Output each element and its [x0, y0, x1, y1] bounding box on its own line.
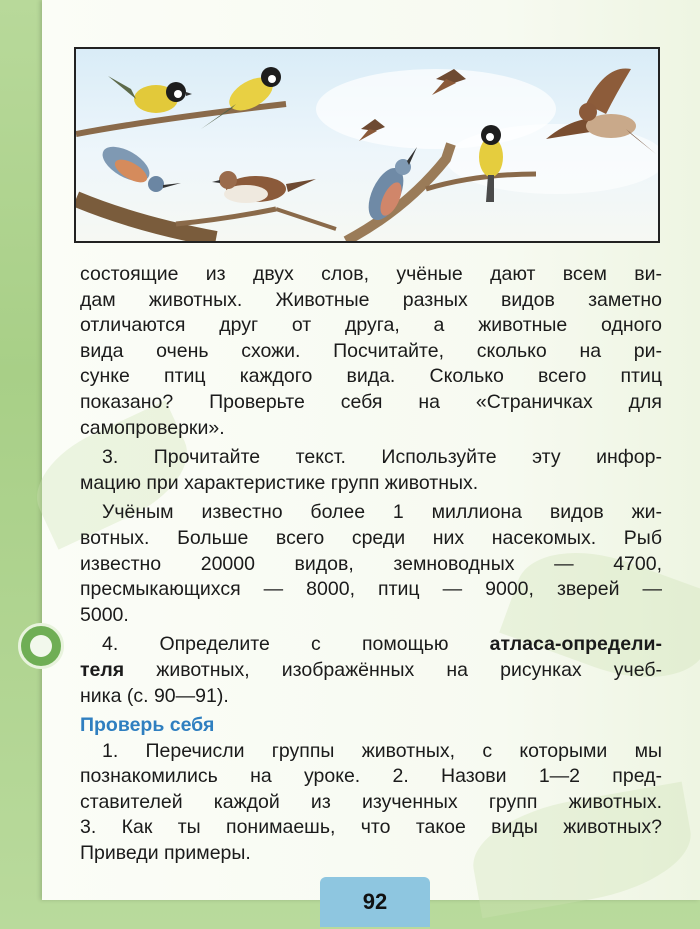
text-line: состоящие из двух слов, учёные дают всем ви-	[80, 263, 662, 285]
check-line: Приведи примеры.	[80, 842, 251, 865]
text-line: самопроверки».	[80, 416, 225, 439]
great-tit-bird	[108, 76, 192, 113]
birds-illustration	[74, 47, 660, 243]
birds-drawing	[76, 49, 658, 241]
check-line: 1. Перечисли группы животных, с которыми мы	[102, 739, 662, 762]
great-tit-bird	[479, 125, 503, 202]
facts-line: вотных. Больше всего среди них насекомых. Рыб	[80, 526, 662, 549]
great-tit-bird	[201, 67, 281, 129]
nuthatch-bird	[361, 147, 417, 225]
text-line: отличаются друг от друга, а животные одного	[80, 314, 662, 337]
check-line: 3. Как ты понимаешь, что такое виды животных?	[80, 816, 662, 839]
task-4-text: животных, изображённых на рисунках учеб-	[124, 658, 662, 681]
check-yourself-heading: Проверь себя	[80, 714, 215, 737]
page-text	[80, 262, 662, 867]
task-4-line	[80, 632, 662, 658]
task-3-line: мацию при характеристике групп животных.	[80, 471, 479, 494]
ring-binder-icon	[18, 623, 64, 669]
facts-line: известно 20000 видов, земноводных — 4700,	[80, 552, 662, 575]
task-4-text: 4. Определите с помощью	[102, 633, 490, 656]
text-line: вида очень схожи. Посчитайте, сколько на ри-	[80, 339, 662, 362]
task-3-line: 3. Прочитайте текст. Используйте эту инфор-	[102, 446, 662, 469]
branch	[76, 104, 286, 134]
check-line: познакомились на уроке. 2. Назови 1—2 пред-	[80, 765, 662, 788]
text-line: дам животных. Животные разных видов заметно	[80, 288, 662, 311]
facts-line: Учёным известно более 1 миллиона видов жи-	[102, 501, 662, 524]
check-line: ставителей каждой из изученных групп животных.	[80, 790, 662, 813]
nuthatch-bird	[97, 140, 181, 192]
branch	[176, 209, 276, 224]
atlas-term: теля	[80, 658, 125, 681]
sparrow-bird	[212, 171, 316, 203]
page-number: 92	[320, 877, 430, 927]
branch	[76, 199, 216, 239]
atlas-term: атласа-определи-	[489, 633, 662, 656]
facts-line: 5000.	[80, 603, 129, 626]
task-4-line	[80, 658, 662, 684]
text-line: сунке птиц каждого вида. Сколько всего птиц	[80, 365, 662, 388]
text-line: показано? Проверьте себя на «Страничках для	[80, 390, 662, 413]
facts-line: пресмыкающихся — 8000, птиц — 9000, зверей —	[80, 578, 662, 601]
task-4-line: ника (с. 90—91).	[80, 684, 229, 707]
